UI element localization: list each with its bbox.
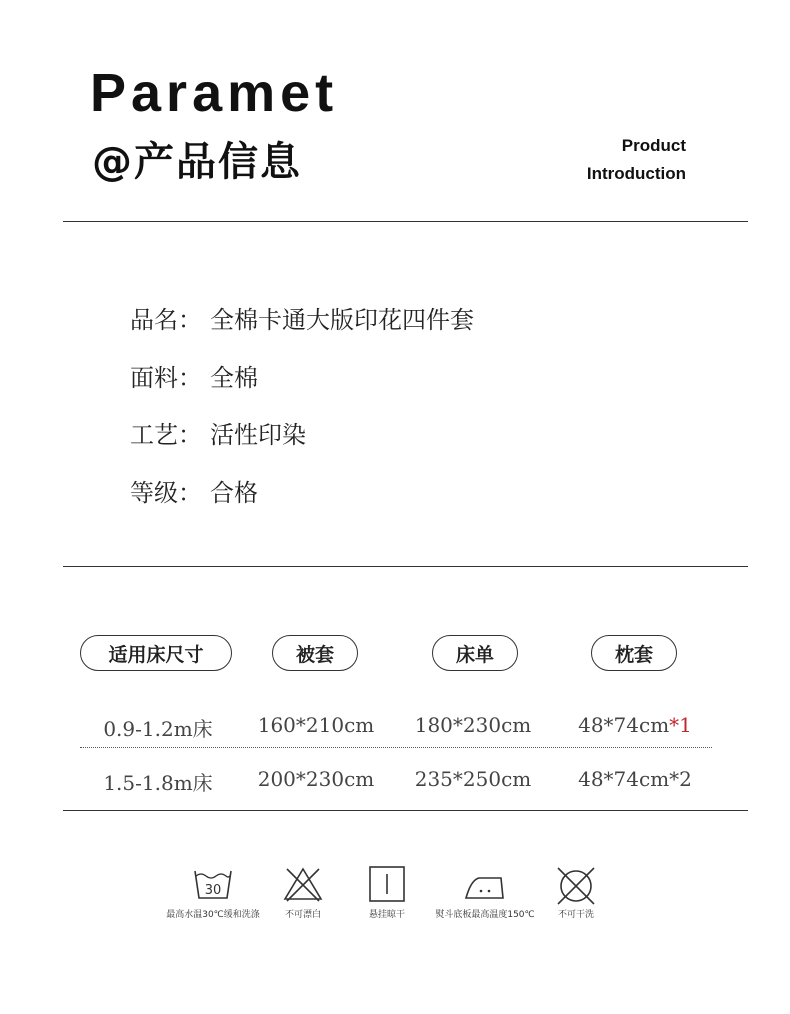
info-row-name bbox=[130, 300, 474, 358]
no-dry-clean-icon bbox=[556, 866, 596, 906]
info-value: 全棉卡通大版印花四件套 bbox=[210, 306, 474, 334]
care-label: 熨斗底板最高温度150℃ bbox=[435, 910, 535, 920]
info-label: 品名： bbox=[130, 306, 202, 334]
subtitle-line-1: Product bbox=[621, 136, 686, 155]
header-bed-size: 适用床尺寸 bbox=[80, 635, 232, 671]
divider-top bbox=[63, 221, 748, 222]
care-label: 悬挂晾干 bbox=[368, 910, 405, 920]
table-cell-pillow: 48*74cm*2 bbox=[578, 767, 692, 791]
divider-middle bbox=[63, 566, 748, 567]
header-bed-sheet: 床单 bbox=[432, 635, 518, 671]
product-info-list bbox=[130, 300, 474, 530]
iron-150-icon bbox=[465, 866, 505, 902]
care-item-dry-clean bbox=[511, 866, 641, 920]
table-cell-bed-size: 0.9-1.2m床 bbox=[103, 717, 213, 741]
wash-temperature: 30 bbox=[204, 883, 222, 898]
info-value: 活性印染 bbox=[210, 421, 306, 449]
pillow-quantity: *1 bbox=[669, 713, 692, 737]
wash-30-icon bbox=[193, 866, 233, 902]
table-cell-bed-size: 1.5-1.8m床 bbox=[103, 771, 213, 795]
section-subtitle bbox=[587, 132, 686, 188]
hang-dry-icon bbox=[367, 866, 407, 902]
table-cell-duvet: 200*230cm bbox=[257, 767, 375, 791]
care-label: 最高水温30℃缓和洗涤 bbox=[166, 910, 260, 920]
info-value: 合格 bbox=[210, 478, 258, 507]
care-label: 不可漂白 bbox=[284, 910, 321, 920]
care-label: 不可干洗 bbox=[557, 910, 594, 920]
info-label: 等级： bbox=[130, 478, 202, 507]
header-duvet-cover: 被套 bbox=[272, 635, 358, 671]
info-label: 面料： bbox=[130, 363, 202, 392]
table-cell-pillow bbox=[560, 713, 710, 737]
page-title-en: Paramet bbox=[90, 63, 339, 123]
table-cell-sheet: 180*230cm bbox=[414, 713, 532, 737]
info-value: 全棉 bbox=[210, 363, 258, 392]
info-label: 工艺： bbox=[130, 421, 202, 449]
info-row-craft bbox=[130, 415, 474, 473]
info-row-grade bbox=[130, 473, 474, 531]
table-cell-sheet: 235*250cm bbox=[414, 767, 532, 791]
header-pillowcase: 枕套 bbox=[591, 635, 677, 671]
info-row-fabric bbox=[130, 358, 474, 416]
page-title-cn: @产品信息 bbox=[92, 139, 302, 185]
row-separator bbox=[80, 747, 712, 748]
no-bleach-icon bbox=[283, 866, 323, 902]
divider-bottom bbox=[63, 810, 748, 811]
pillow-size: 48*74cm bbox=[578, 713, 670, 737]
subtitle-line-2: Introduction bbox=[586, 164, 686, 183]
table-cell-duvet: 160*210cm bbox=[257, 713, 375, 737]
